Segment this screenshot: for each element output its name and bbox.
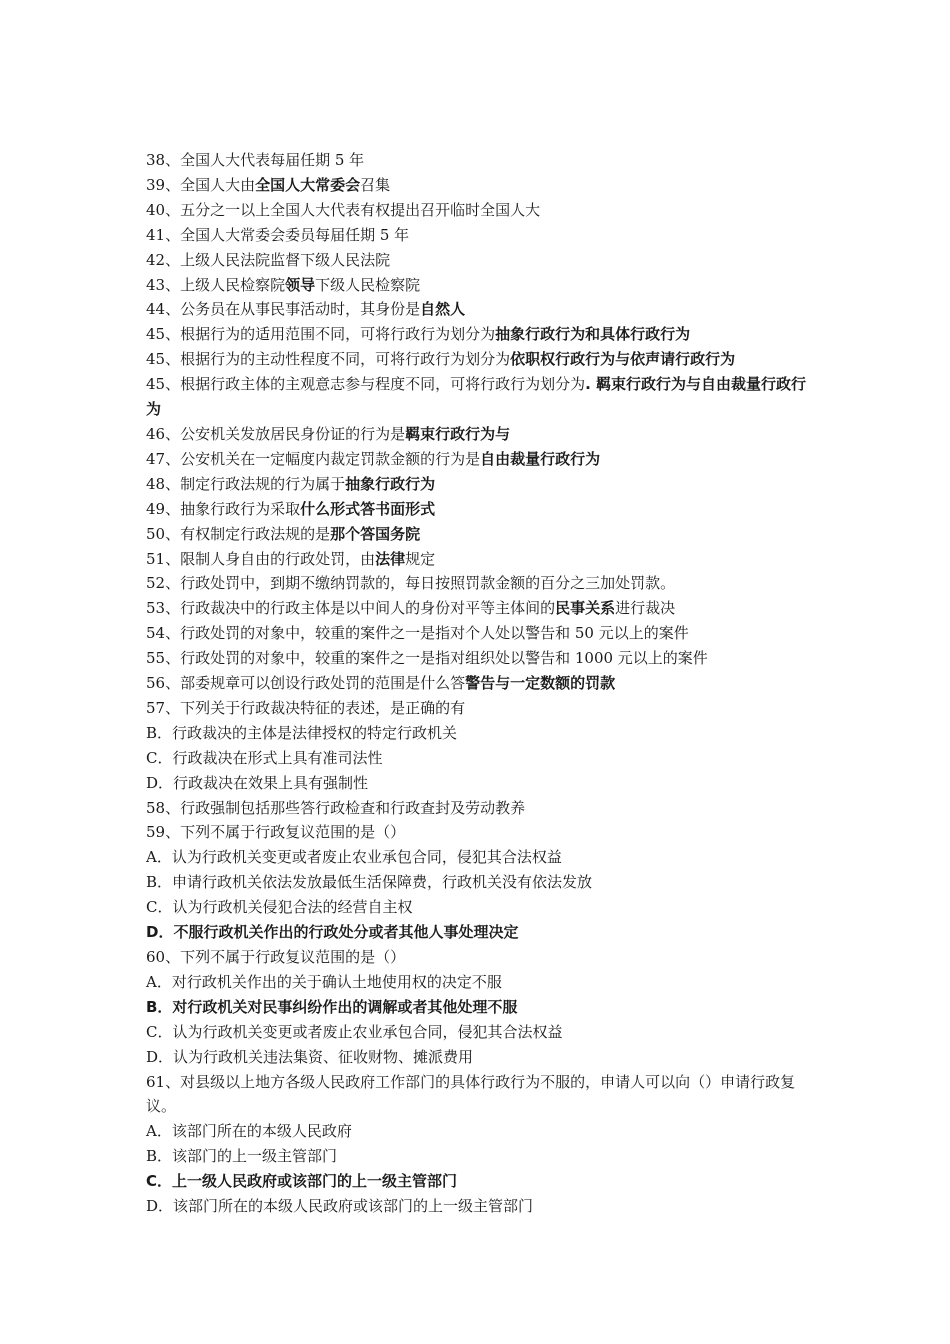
line-text: 51、限制人身自由的行政处罚，由 (146, 549, 376, 568)
text-line (146, 198, 816, 223)
text-line (146, 173, 816, 198)
line-text: 55、行政处罚的对象中，较重的案件之一是指对组织处以警告和 1000 元以上的案件 (146, 649, 708, 668)
line-text: 52、行政处罚中，到期不缴纳罚款的，每日按照罚款金额的百分之三加处罚款。 (146, 574, 676, 593)
line-text: A．该部门所在的本级人民政府 (146, 1122, 352, 1141)
bold-answer-text: 依职权行政行为与依声请行政行为 (510, 350, 736, 369)
text-line (146, 596, 816, 621)
bold-answer-text: B．对行政机关对民事纠纷作出的调解或者其他处理不服 (146, 997, 518, 1016)
text-line (146, 746, 816, 771)
text-line (146, 497, 816, 522)
bold-answer-text: 羁束行政行为与 (405, 424, 511, 443)
text-line (146, 970, 816, 995)
text-line (146, 696, 816, 721)
line-text: 50、有权制定行政法规的是 (146, 524, 331, 543)
text-line (146, 771, 816, 796)
line-text: 39、全国人大由 (146, 175, 256, 194)
line-text: B．该部门的上一级主管部门 (146, 1147, 338, 1166)
text-line (146, 571, 816, 596)
bold-answer-text: 什么形式答书面形式 (300, 499, 436, 518)
text-line (146, 223, 816, 248)
bold-answer-text: 抽象行政行为 (345, 474, 436, 493)
text-line (146, 273, 816, 298)
text-line (146, 372, 816, 422)
text-line (146, 322, 816, 347)
text-line (146, 248, 816, 273)
text-line (146, 547, 816, 572)
line-text: C．认为行政机关侵犯合法的经营自主权 (146, 898, 413, 917)
line-text: 59、下列不属于行政复议范围的是（） (146, 823, 406, 842)
line-text: D．认为行政机关违法集资、征收财物、摊派费用 (146, 1047, 474, 1066)
bold-answer-text: 警告与一定数额的罚款 (465, 674, 616, 693)
line-text: D．行政裁决在效果上具有强制性 (146, 773, 369, 792)
bold-answer-text: 自由裁量行政行为 (480, 449, 601, 468)
text-line (146, 995, 816, 1020)
line-text: 47、公安机关在一定幅度内裁定罚款金额的行为是 (146, 449, 481, 468)
bold-answer-text: 那个答国务院 (330, 524, 421, 543)
line-text: 46、公安机关发放居民身份证的行为是 (146, 424, 406, 443)
line-text: 进行裁决 (615, 599, 676, 618)
text-line (146, 945, 816, 970)
text-line (146, 671, 816, 696)
line-text: 42、上级人民法院监督下级人民法院 (146, 250, 391, 269)
text-line (146, 820, 816, 845)
bold-answer-text: 领导 (285, 275, 316, 294)
line-text: 45、根据行政主体的主观意志参与程度不同，可将行政行为划分为 (146, 375, 586, 394)
text-line (146, 1169, 816, 1194)
line-text: 54、行政处罚的对象中，较重的案件之一是指对个人处以警告和 50 元以上的案件 (146, 624, 689, 643)
text-line (146, 646, 816, 671)
line-text: 48、制定行政法规的行为属于 (146, 474, 346, 493)
line-text: 53、行政裁决中的行政主体是以中间人的身份对平等主体间的 (146, 599, 556, 618)
bold-answer-text: 法律 (375, 549, 406, 568)
line-text: 45、根据行为的适用范围不同，可将行政行为划分为 (146, 325, 496, 344)
text-line (146, 472, 816, 497)
line-text: B．行政裁决的主体是法律授权的特定行政机关 (146, 723, 458, 742)
line-text: B．申请行政机关依法发放最低生活保障费，行政机关没有依法发放 (146, 873, 593, 892)
text-line (146, 1020, 816, 1045)
line-text: C．行政裁决在形式上具有准司法性 (146, 748, 383, 767)
bold-answer-text: D．不服行政机关作出的行政处分或者其他人事处理决定 (146, 923, 519, 942)
line-text: 38、全国人大代表每届任期 5 年 (146, 151, 365, 169)
line-text: 43、上级人民检察院 (146, 275, 286, 294)
text-line (146, 447, 816, 472)
line-text: 44、公务员在从事民事活动时，其身份是 (146, 300, 421, 319)
bold-answer-text: 抽象行政行为和具体行政行为 (495, 325, 691, 344)
line-text: A．对行政机关作出的关于确认土地使用权的决定不服 (146, 972, 502, 991)
line-text: C．认为行政机关变更或者废止农业承包合同，侵犯其合法权益 (146, 1022, 563, 1041)
text-line (146, 148, 816, 173)
text-line (146, 522, 816, 547)
line-text: 召集 (360, 175, 391, 194)
text-line (146, 1119, 816, 1144)
line-text: A．认为行政机关变更或者废止农业承包合同，侵犯其合法权益 (146, 848, 562, 867)
bold-answer-text: C．上一级人民政府或该部门的上一级主管部门 (146, 1172, 458, 1191)
text-line (146, 870, 816, 895)
line-text: 规定 (405, 549, 436, 568)
line-text: 41、全国人大常委会委员每届任期 5 年 (146, 225, 410, 244)
text-line (146, 845, 816, 870)
text-line (146, 297, 816, 322)
line-text: 45、根据行为的主动性程度不同，可将行政行为划分为 (146, 350, 511, 369)
line-text: 56、部委规章可以创设行政处罚的范围是什么答 (146, 674, 466, 693)
text-line (146, 895, 816, 920)
line-text: 61、对县级以上地方各级人民政府工作部门的具体行政行为不服的，申请人可以向（）申请行政复议。 (146, 1072, 796, 1116)
text-line (146, 1070, 816, 1120)
line-text: 58、行政强制包括那些答行政检查和行政查封及劳动教养 (146, 798, 526, 817)
line-text: D．该部门所在的本级人民政府或该部门的上一级主管部门 (146, 1197, 534, 1216)
text-line (146, 422, 816, 447)
text-line (146, 347, 816, 372)
text-line (146, 1194, 816, 1219)
bold-answer-text: 自然人 (420, 300, 466, 319)
bold-answer-text: 全国人大常委会 (255, 175, 361, 194)
text-line (146, 1144, 816, 1169)
line-text: 40、五分之一以上全国人大代表有权提出召开临时全国人大 (146, 200, 541, 219)
bold-answer-text: 民事关系 (555, 599, 616, 618)
text-line (146, 721, 816, 746)
line-text: 49、抽象行政行为采取 (146, 499, 301, 518)
text-line (146, 1045, 816, 1070)
line-text: 下级人民检察院 (315, 275, 421, 294)
text-line (146, 796, 816, 821)
bold-answer-text: . 羁束行政行为与自由裁量行政行为 (146, 375, 807, 419)
line-text: 60、下列不属于行政复议范围的是（） (146, 948, 406, 966)
text-line (146, 621, 816, 646)
line-text: 57、下列关于行政裁决特征的表述，是正确的有 (146, 698, 466, 717)
document-page (146, 148, 816, 1219)
text-line (146, 920, 816, 945)
